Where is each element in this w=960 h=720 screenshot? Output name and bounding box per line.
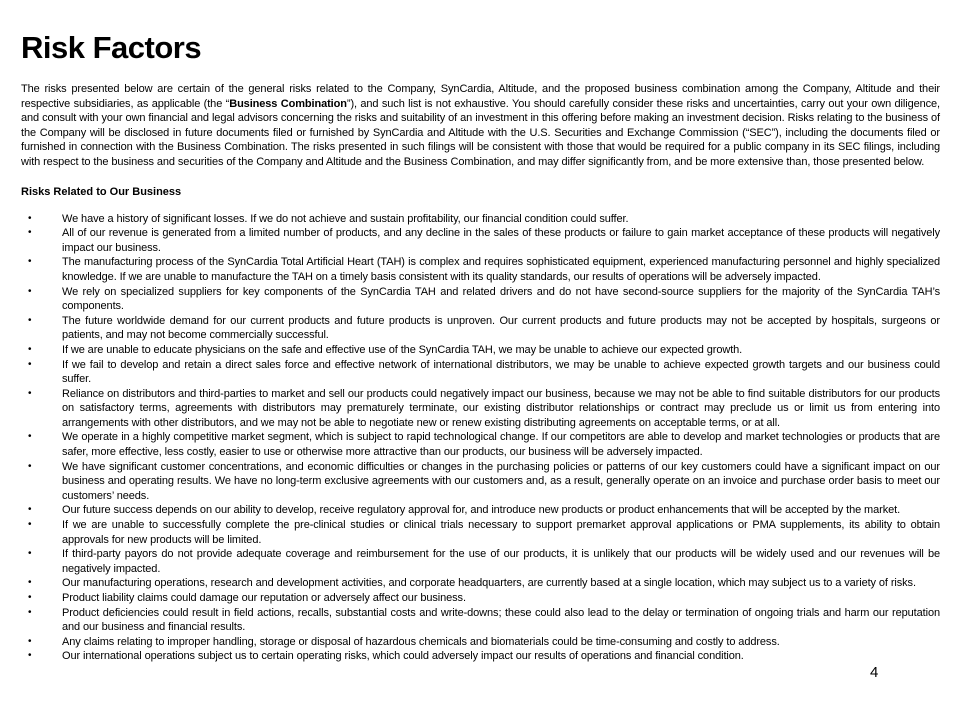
- risk-bullet-item: [21, 635, 940, 650]
- risk-bullet-item: [21, 212, 940, 227]
- bullet-text: Product deficiencies could result in field actions, recalls, substantial costs and write-downs; these could also lead to the delay or termination of ongoing trials and harm our reputation and our business and financial results.: [62, 606, 940, 634]
- bullet-icon: •: [28, 343, 32, 355]
- bullet-icon: •: [28, 548, 32, 560]
- bullet-icon: •: [28, 314, 32, 326]
- bullet-text: All of our revenue is generated from a limited number of products, and any decline in the sales of these products or failure to gain market acceptance of these products will negatively impact our business.: [62, 227, 940, 254]
- bullet-text: If we are unable to educate physicians on the safe and effective use of the SynCardia TAH, we may be unable to achieve our expected growth.: [62, 343, 743, 356]
- risk-bullet-item: [21, 343, 940, 358]
- intro-paragraph: [21, 82, 940, 170]
- risk-bullet-item: [21, 226, 940, 255]
- bullet-icon: •: [28, 212, 32, 224]
- risk-bullet-item: [21, 430, 940, 459]
- bullet-text: We rely on specialized suppliers for key components of the SynCardia TAH and related drivers and do not have second-source suppliers for the majority of the SynCardia TAH’s components.: [62, 285, 940, 313]
- bullet-icon: •: [28, 635, 32, 647]
- risk-bullet-item: [21, 255, 940, 284]
- bullet-text: Any claims relating to improper handling, storage or disposal of hazardous chemicals and biomaterials could be time-consuming and costly to address.: [62, 635, 780, 648]
- bullet-icon: •: [28, 285, 32, 297]
- bullet-icon: •: [28, 606, 32, 618]
- risk-bullet-item: [21, 358, 940, 387]
- risk-bullet-item: [21, 314, 940, 343]
- bullet-text: Our manufacturing operations, research and development activities, and corporate headquarters, are currently based at a single location, which may subject us to a variety of risks.: [62, 577, 916, 590]
- bullet-icon: •: [28, 256, 32, 268]
- bullet-text: If third-party payors do not provide adequate coverage and reimbursement for the use of our products, it is unlikely that our products will be widely used and our revenues will be negatively impacted.: [62, 548, 940, 575]
- bullet-text: Reliance on distributors and third-parties to market and sell our products could negatively impact our business, because we may not be able to find suitable distributors for our products on satisfactory terms, agreements with distributors may prematurely terminate, our existing distributor relationships or contract may preclude us or limit us from entering into arrangements with other distributors, and we may not be able to negotiate new or renew existing distributing agreements on acceptable terms, or at all.: [62, 387, 940, 429]
- bullet-icon: •: [28, 504, 32, 516]
- risk-bullet-list: [21, 212, 940, 664]
- risk-bullet-item: [21, 547, 940, 576]
- bullet-text: If we fail to develop and retain a direct sales force and effective network of international distributors, we may be unable to achieve expected growth targets and our business could suffer.: [62, 358, 940, 386]
- intro-text-after: ”), and such list is not exhaustive. You should carefully consider these risks and uncertainties, carry out your own diligence, and consult with your own financial and legal advisors concerning the risks and suitability of an investment in this offering before making an investment decision. Risks relating to the business of the Company will be disclosed in future documents filed or furnished by SynCardia and Altitude with the U.S. Securities and Exchange Commission (“SEC”), including the documents filed or furnished in connection with the Business Combination. The risks presented in such filings will be consistent with those that would be required for a public company in its SEC filings, including with respect to the business and securities of the Company and Altitude and the Business Combination, and may differ significantly from, and be more extensive than, those presented below.: [21, 97, 940, 168]
- risk-bullet-item: [21, 285, 940, 314]
- risk-bullet-item: [21, 649, 940, 664]
- risk-bullet-item: [21, 576, 940, 591]
- risk-bullet-item: [21, 460, 940, 504]
- bullet-icon: •: [28, 577, 32, 589]
- bullet-icon: •: [28, 460, 32, 472]
- bullet-icon: •: [28, 358, 32, 370]
- bullet-icon: •: [28, 387, 32, 399]
- page-title: Risk Factors: [21, 30, 202, 65]
- bullet-icon: •: [28, 592, 32, 603]
- bullet-icon: •: [28, 650, 32, 662]
- page-number: 4: [870, 664, 879, 681]
- bullet-icon: •: [28, 431, 32, 443]
- section-heading: Risks Related to Our Business: [21, 185, 182, 198]
- bullet-text: The future worldwide demand for our current products and future products is unproven. Our current products and future products may not be accepted by hospitals, surgeons or patients, and may not become commercially successful.: [62, 314, 940, 342]
- bullet-text: The manufacturing process of the SynCardia Total Artificial Heart (TAH) is complex and requires sophisticated equipment, experienced manufacturing personnel and highly specialized knowledge. If we are unable to manufacture the TAH on a timely basis consistent with its quality standards, our results of operations will be adversely impacted.: [62, 256, 940, 283]
- risk-bullet-item: [21, 503, 940, 518]
- bullet-text: Our international operations subject us to certain operating risks, which could adversely impact our results of operations and financial condition.: [62, 650, 744, 663]
- risk-bullet-item: [21, 518, 940, 547]
- bullet-text: Product liability claims could damage our reputation or adversely affect our business.: [62, 592, 466, 604]
- intro-bold-term: Business Combination: [229, 97, 347, 110]
- bullet-text: We operate in a highly competitive market segment, which is subject to rapid technological change. If our competitors are able to develop and market technologies or products that are safer, more effective, less costly, easier to use or otherwise more attractive than our products, our business will be adversely impacted.: [62, 431, 940, 459]
- bullet-icon: •: [28, 519, 32, 531]
- risk-bullet-item: [21, 606, 940, 635]
- intro-text-before: The risks presented below are certain of the general risks related to the Company, SynCardia, Altitude, and the proposed business combination among the Company, Altitude and their respective subsidiaries, as applicable (the “: [21, 83, 940, 110]
- bullet-text: Our future success depends on our ability to develop, receive regulatory approval for, and introduce new products or product enhancements that will be accepted by the market.: [62, 504, 901, 517]
- bullet-icon: •: [28, 227, 32, 239]
- bullet-text: We have significant customer concentrations, and economic difficulties or changes in the purchasing policies or patterns of our key customers could have a significant impact on our business and operating results. We have no long-term exclusive agreements with our customers and, as a result, generally operate on an invoice and purchase order basis to meet our customers’ needs.: [62, 460, 940, 502]
- risk-bullet-item: [21, 591, 940, 606]
- bullet-text: If we are unable to successfully complete the pre-clinical studies or clinical trials necessary to support premarket approval applications or PMA supplements, its ability to obtain approvals for new products will be limited.: [62, 519, 940, 546]
- bullet-text: We have a history of significant losses. If we do not achieve and sustain profitability, our financial condition could suffer.: [62, 212, 629, 225]
- risk-bullet-item: [21, 387, 940, 431]
